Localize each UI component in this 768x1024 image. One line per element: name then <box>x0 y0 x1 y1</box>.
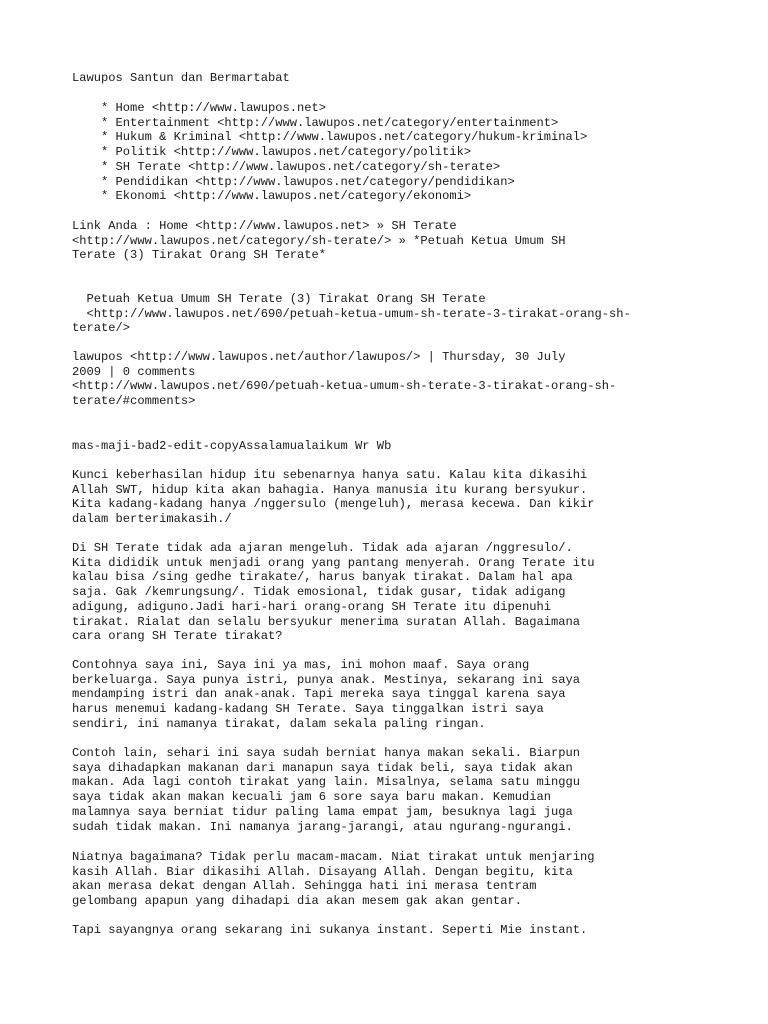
nav-item-hukum-kriminal[interactable]: * Hukum & Kriminal <http://www.lawupos.net/category/hukum-kriminal> <box>72 130 588 145</box>
body-line: kalau bisa /sing gedhe tirakate/, harus banyak tirakat. Dalam hal apa <box>72 570 573 585</box>
body-line: cara orang SH Terate tirakat? <box>72 629 283 644</box>
body-line: saya dihadapkan makanan dari manapun saya tidak beli, saya tidak akan <box>72 760 573 775</box>
nav-item-politik[interactable]: * Politik <http://www.lawupos.net/category/politik> <box>72 145 472 160</box>
article-title-line[interactable]: <http://www.lawupos.net/690/petuah-ketua-umum-sh-terate-3-tirakat-orang-sh- <box>72 306 631 321</box>
nav-item-pendidikan[interactable]: * Pendidikan <http://www.lawupos.net/category/pendidikan> <box>72 174 515 189</box>
breadcrumb-line: Terate (3) Tirakat Orang SH Terate* <box>72 248 327 263</box>
meta-line[interactable]: terate/#comments> <box>72 394 196 409</box>
body-line: adigung, adiguno.Jadi hari-hari orang-orang SH Terate itu dipenuhi <box>72 599 551 614</box>
body-line: saja. Gak /kemrungsung/. Tidak emosional, tidak gusar, tidak adigang <box>72 585 566 600</box>
body-line: saya tidak akan makan kecuali jam 6 sore saya baru makan. Kemudian <box>72 790 551 805</box>
breadcrumb-line[interactable]: <http://www.lawupos.net/category/sh-terate/> » *Petuah Ketua Umum SH <box>72 233 566 248</box>
body-line: Kita dididik untuk menjadi orang yang pantang menyerah. Orang Terate itu <box>72 555 595 570</box>
body-line: Tapi sayangnya orang sekarang ini sukanya instant. Seperti Mie instant. <box>72 923 588 937</box>
body-line: Contohnya saya ini, Saya ini ya mas, ini mohon maaf. Saya orang <box>72 658 530 672</box>
nav-item-ekonomi[interactable]: * Ekonomi <http://www.lawupos.net/category/ekonomi> <box>72 189 472 204</box>
nav-item-sh-terate[interactable]: * SH Terate <http://www.lawupos.net/category/sh-terate> <box>72 159 501 174</box>
body-line: Di SH Terate tidak ada ajaran mengeluh. Tidak ada ajaran /nggresulo/. <box>72 541 573 555</box>
body-line: mendamping istri dan anak-anak. Tapi mereka saya tinggal karena saya <box>72 687 566 702</box>
body-line: Niatnya bagaimana? Tidak perlu macam-macam. Niat tirakat untuk menjaring <box>72 850 595 864</box>
body-line: Kunci keberhasilan hidup itu sebenarnya hanya satu. Kalau kita dikasihi <box>72 467 588 482</box>
body-line: Contoh lain, sehari ini saya sudah berniat hanya makan sekali. Biarpun <box>72 746 581 760</box>
body-line: sendiri, ini namanya tirakat, dalam sekala paling ringan. <box>72 716 486 731</box>
article-title-line[interactable]: terate/> <box>72 321 131 336</box>
body-line: gelombang apapun yang dihadapi dia akan mesem gak akan gentar. <box>72 894 522 909</box>
body-line: tirakat. Rialat dan selalu bersyukur menerima suratan Allah. Bagaimana <box>72 614 581 629</box>
body-line: makan. Ada lagi contoh tirakat yang lain. Misalnya, selama satu minggu <box>72 775 581 790</box>
body-line: kasih Allah. Biar dikasihi Allah. Disayang Allah. Dengan begitu, kita <box>72 864 573 879</box>
body-line: dalam berterimakasih./ <box>72 511 232 526</box>
site-title: Lawupos Santun dan Bermartabat <box>72 71 290 85</box>
body-line: sudah tidak makan. Ini namanya jarang-jarangi, atau ngurang-ngurangi. <box>72 819 573 834</box>
nav-item-home[interactable]: * Home <http://www.lawupos.net> <box>72 101 327 115</box>
greeting: mas-maji-bad2-edit-copyAssalamualaikum Wr Wb <box>72 439 392 453</box>
meta-line[interactable]: lawupos <http://www.lawupos.net/author/lawupos/> | Thursday, 30 July <box>72 350 566 364</box>
body-line: Kita kadang-kadang hanya /nggersulo (mengeluh), merasa kecewa. Dan kikir <box>72 497 595 512</box>
body-line: malamnya saya berniat tidur paling lama empat jam, besuknya lagi juga <box>72 804 573 819</box>
meta-line[interactable]: 2009 | 0 comments <box>72 364 196 379</box>
article-title-line[interactable]: Petuah Ketua Umum SH Terate (3) Tirakat Orang SH Terate <box>72 292 486 306</box>
body-line: Allah SWT, hidup kita akan bahagia. Hanya manusia itu kurang bersyukur. <box>72 482 588 497</box>
breadcrumb-line[interactable]: Link Anda : Home <http://www.lawupos.net> » SH Terate <box>72 219 457 233</box>
body-line: harus menemui kadang-kadang SH Terate. Saya tinggalkan istri saya <box>72 702 544 717</box>
body-line: akan merasa dekat dengan Allah. Sehingga hati ini merasa tentram <box>72 879 537 894</box>
meta-line[interactable]: <http://www.lawupos.net/690/petuah-ketua-umum-sh-terate-3-tirakat-orang-sh- <box>72 379 617 394</box>
nav-item-entertainment[interactable]: * Entertainment <http://www.lawupos.net/category/entertainment> <box>72 115 559 130</box>
body-line: berkeluarga. Saya punya istri, punya anak. Mestinya, sekarang ini saya <box>72 672 581 687</box>
